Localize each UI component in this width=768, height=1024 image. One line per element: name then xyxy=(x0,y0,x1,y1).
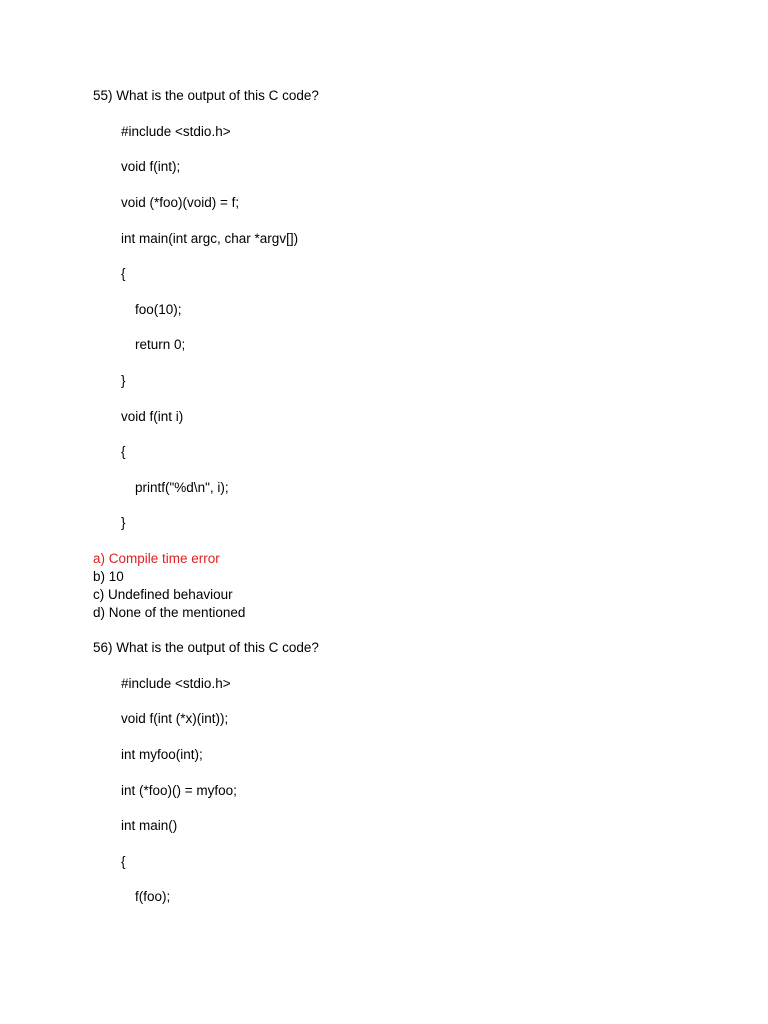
code-line: int main(int argc, char *argv[]) xyxy=(121,231,299,246)
code-line: void f(int (*x)(int)); xyxy=(121,711,229,726)
code-line: { xyxy=(121,266,126,281)
code-line: printf("%d\n", i); xyxy=(135,480,229,495)
code-line: { xyxy=(121,854,126,869)
option-c: c) Undefined behaviour xyxy=(93,587,233,602)
option-d: d) None of the mentioned xyxy=(93,605,246,620)
code-line: #include <stdio.h> xyxy=(121,124,231,139)
code-line: { xyxy=(121,444,126,459)
code-line: void (*foo)(void) = f; xyxy=(121,195,240,210)
code-line: void f(int i) xyxy=(121,409,184,424)
code-line: f(foo); xyxy=(135,889,171,904)
code-line: return 0; xyxy=(135,337,186,352)
question-56-title: 56) What is the output of this C code? xyxy=(93,640,319,655)
option-a-correct: a) Compile time error xyxy=(93,551,220,566)
option-b: b) 10 xyxy=(93,569,124,584)
code-line: } xyxy=(121,373,126,388)
question-55-title: 55) What is the output of this C code? xyxy=(93,88,319,103)
code-line: int myfoo(int); xyxy=(121,747,203,762)
code-line: } xyxy=(121,515,126,530)
code-line: foo(10); xyxy=(135,302,182,317)
code-line: int main() xyxy=(121,818,178,833)
code-line: int (*foo)() = myfoo; xyxy=(121,783,237,798)
code-line: void f(int); xyxy=(121,159,181,174)
code-line: #include <stdio.h> xyxy=(121,676,231,691)
